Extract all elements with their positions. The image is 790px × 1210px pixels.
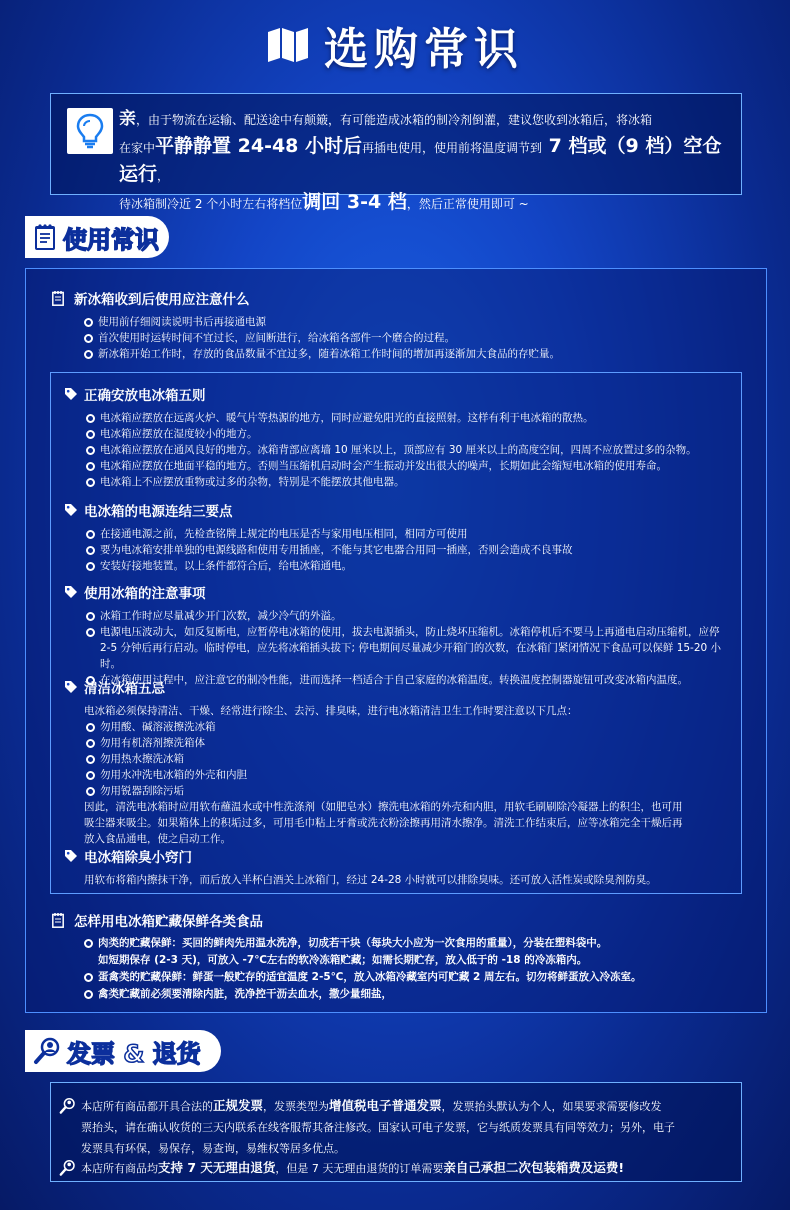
user-search-icon: [59, 1097, 77, 1115]
list-item: 蛋禽类的贮藏保鲜：鲜蛋一般贮存的适宜温度 2-5℃，放入冰箱冷藏室内可贮藏 2 周左右。切勿将鲜蛋放入冷冻室。: [82, 969, 742, 986]
section-heading: [64, 500, 734, 520]
invoice-section-title: 发票 & 退货: [67, 1039, 201, 1068]
notice-emph-gear: 7 档或（9 档）空仓运行: [119, 135, 722, 185]
list-item: 电源电压波动大，如反复断电，应暂停电冰箱的使用，拔去电源插头，防止烧坏压缩机。冰箱停机后不要马上再通电启动压缩机，应停: [84, 624, 734, 640]
use-section-title: 使用常识: [63, 225, 159, 254]
cleaning-outro: 放入食品通电，使之启动工作。: [84, 833, 231, 845]
list-item: 肉类的贮藏保鲜：买回的鲜肉先用温水洗净，切成若干块（每块大小应为一次食用的重量），分装在塑料袋中。: [82, 935, 742, 952]
list-item: 冰箱工作时应尽量减少开门次数，减少冷气的外溢。: [84, 608, 734, 624]
text: 本店所有商品都开具合法的: [81, 1100, 213, 1113]
invoice-info: [59, 1095, 735, 1159]
section-heading-text: 新冰箱收到后使用应注意什么: [74, 292, 250, 308]
list-item: 勿用水冲洗电冰箱的外壳和内胆: [84, 767, 734, 783]
emph: !: [618, 1160, 625, 1175]
tag-icon: [64, 585, 78, 599]
page-header: [0, 0, 790, 90]
notice-emph-back: 调回 3-4 档: [302, 191, 407, 213]
lightbulb-icon: [75, 113, 105, 149]
list-item: 勿用有机溶剂擦洗箱体: [84, 735, 734, 751]
section-heading: [52, 910, 742, 930]
cleaning-intro: 电冰箱必须保持清洁、干燥、经常进行除尘、去污、排臭味，进行电冰箱清洁卫生工作时要注意以下几点：: [84, 705, 578, 717]
invoice-line: [81, 1095, 675, 1117]
emph: 支持 7 天无理由退货: [158, 1160, 276, 1175]
invoice-section-banner: [25, 1030, 221, 1072]
section-new-fridge: [52, 288, 732, 362]
text: ，但是 7 天无理由退货的订单需要: [275, 1162, 444, 1175]
section-heading: [52, 288, 732, 308]
page-title: 选购常识: [324, 24, 524, 75]
list-item: 勿用酸、碱溶液擦洗冰箱: [84, 719, 734, 735]
note-icon: [52, 913, 64, 928]
invoice-line: 票抬头，请在确认收货的三天内联系在线客服帮其备注修改。国家认可电子发票，它与纸质发票具有同等效力；另外，电子: [81, 1121, 675, 1134]
return-policy: [59, 1157, 735, 1179]
user-search-icon: [33, 1036, 63, 1066]
notice-line3b: ，然后正常使用即可 ~: [406, 197, 529, 211]
list-item-continued: 如短期保存 (2-3 天)，可放入 -7℃左右的软冷冻箱贮藏；如需长期贮存，放入低于的 -18 的冷冻箱内。: [98, 954, 588, 966]
section-heading-text: 清洁冰箱五忌: [84, 681, 165, 697]
text: ，发票类型为: [263, 1100, 330, 1113]
invoice-panel: [50, 1082, 742, 1182]
deodorize-text: 用软布将箱内擦抹干净，而后放入半杯白酒关上冰箱门，经过 24-28 小时就可以排除臭味。还可放入活性炭或除臭剂防臭。: [84, 874, 657, 886]
note-icon: [52, 291, 64, 306]
text: 本店所有商品均: [81, 1162, 158, 1175]
notice-greeting: 亲: [119, 109, 136, 129]
map-icon: [266, 26, 310, 64]
list-item: 电冰箱上不应摆放重物或过多的杂物，特别是不能摆放其他电器。: [84, 474, 734, 490]
section-power: [64, 500, 734, 574]
section-heading: [64, 677, 734, 697]
section-heading-text: 电冰箱除臭小窍门: [84, 850, 192, 866]
notice-line2b: 再插电使用，使用前将温度调节到: [362, 141, 543, 155]
text: ，发票抬头默认为个人，如果要求需要修改发: [441, 1100, 662, 1113]
list-item: 使用前仔细阅读说明书后再接通电源: [82, 314, 732, 330]
section-heading-text: 使用冰箱的注意事项: [84, 586, 206, 602]
list-item: 电冰箱应摆放在湿度较小的地方。: [84, 426, 734, 442]
section-heading: [64, 384, 734, 404]
notice-comma: ，: [157, 169, 170, 183]
tag-icon: [64, 849, 78, 863]
section-heading: [64, 846, 734, 866]
emph: 增值税电子普通发票: [329, 1098, 442, 1113]
list-item: 首次使用时运转时间不宜过长，应间断进行，给冰箱各部件一个磨合的过程。: [82, 330, 732, 346]
bulb-icon-box: [67, 108, 113, 154]
list-item: 电冰箱应摆放在远离火炉、暖气片等热源的地方，同时应避免阳光的直接照射。这样有利于电冰箱的散热。: [84, 410, 734, 426]
shipping-notice: [50, 93, 742, 213]
return-line: [81, 1157, 624, 1179]
section-deodorize: [64, 846, 734, 888]
notice-text: [119, 106, 739, 217]
user-search-icon: [59, 1159, 77, 1177]
emph: 正规发票: [213, 1098, 264, 1113]
notice-line2a: 在家中: [119, 141, 156, 155]
notice-emph-rest: 平静静置 24-48 小时后: [155, 135, 363, 157]
section-cleaning: [64, 677, 734, 847]
tag-icon: [64, 503, 78, 517]
tag-icon: [64, 680, 78, 694]
section-usage-notes: [64, 582, 734, 688]
notepad-icon: [33, 222, 57, 252]
list-item: 在接通电源之前，先检查铭牌上规定的电压是否与家用电压相同，相同方可使用: [84, 526, 734, 542]
list-item: 新冰箱开始工作时，存放的食品数量不宜过多，随着冰箱工作时间的增加再逐渐加大食品的存贮量。: [82, 346, 732, 362]
emph: 亲自己承担二次包装箱费及运费: [443, 1160, 619, 1175]
notice-line1: ，由于物流在运输、配送途中有颠簸，有可能造成冰箱的制冷剂倒灌，建议您收到冰箱后，将冰箱: [136, 113, 653, 127]
tag-icon: [64, 387, 78, 401]
section-food-storage: [52, 910, 742, 1003]
section-heading: [64, 582, 734, 602]
section-heading-text: 怎样用电冰箱贮藏保鲜各类食品: [74, 914, 263, 930]
list-item: 电冰箱应摆放在地面平稳的地方。否则当压缩机启动时会产生振动并发出很大的噪声，长期如此会缩短电冰箱的使用寿命。: [84, 458, 734, 474]
section-heading-text: 电冰箱的电源连结三要点: [84, 504, 233, 520]
list-item: 要为电冰箱安排单独的电源线路和使用专用插座，不能与其它电器合用同一插座，否则会造成不良事故: [84, 542, 734, 558]
list-item: 安装好接地装置。以上条件都符合后，给电冰箱通电。: [84, 558, 734, 574]
list-item: 禽类贮藏前必须要清除内脏，洗净控干沥去血水，撒少量细盐，: [82, 986, 742, 1003]
invoice-line: 发票具有环保，易保存，易查询，易维权等居多优点。: [81, 1142, 345, 1155]
use-section-banner: [25, 216, 169, 258]
section-heading-text: 正确安放电冰箱五则: [84, 388, 206, 404]
list-item: 在冰箱使用过程中，应注意它的制冷性能，进而选择一档适合于自己家庭的冰箱温度。转换温度控制器旋钮可改变冰箱内温度。: [84, 672, 734, 688]
section-placement: [64, 384, 734, 490]
cleaning-outro: 吸尘器来吸尘。如果箱体上的积垢过多，可用毛巾粘上牙膏或洗衣粉涂擦再用清水擦净。清洗工作结束后，应等冰箱完全干燥后再: [84, 817, 683, 829]
list-item: 电冰箱应摆放在通风良好的地方。冰箱背部应离墙 10 厘米以上，顶部应有 30 厘米以上的高度空间，四周不应放置过多的杂物。: [84, 442, 734, 458]
list-item-continued: 2-5 分钟后再行启动。临时停电，应先将冰箱插头拔下; 停电期间尽量减少开箱门的次数，在冰箱门紧闭情况下食品可以保鲜 15-20 小时。: [100, 642, 722, 670]
list-item: 勿用热水擦洗冰箱: [84, 751, 734, 767]
notice-line3a: 待冰箱制冷近 2 个小时左右将档位: [119, 197, 303, 211]
list-item: 勿用锐器刮除污垢: [84, 783, 734, 799]
cleaning-outro: 因此，清洗电冰箱时应用软布蘸温水或中性洗涤剂（如肥皂水）擦洗电冰箱的外壳和内胆，用软毛刷刷除冷凝器上的积尘，也可用: [84, 801, 683, 813]
